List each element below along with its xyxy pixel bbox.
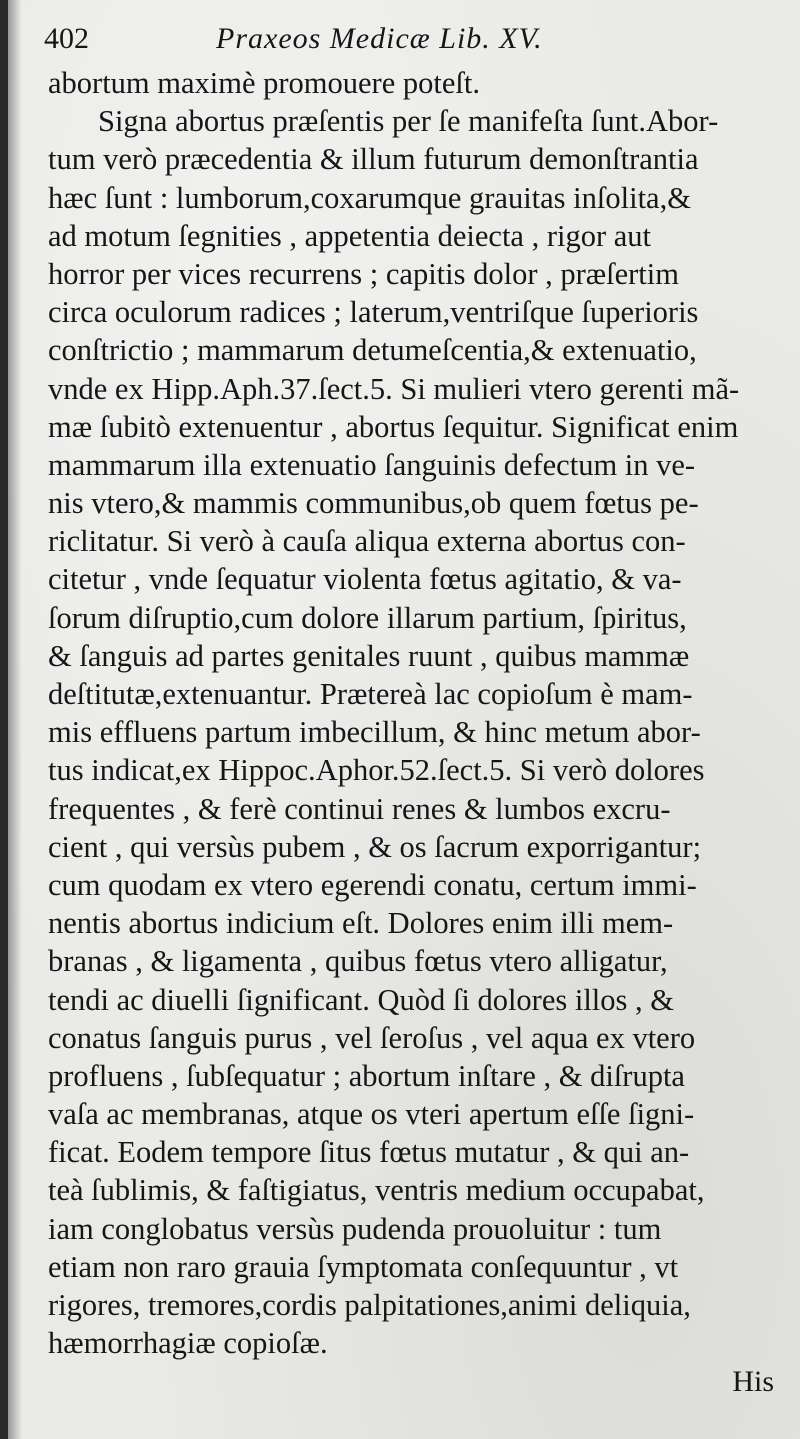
- text-line: citetur , vnde ſequatur violenta fœtus agitatio, & va-: [48, 562, 682, 597]
- catchword: His: [732, 1365, 774, 1398]
- text-line: circa oculorum radices ; laterum,ventriſque ſuperioris: [48, 295, 699, 330]
- body-text: [48, 64, 788, 1362]
- running-title: Praxeos Medicæ Lib. XV.: [216, 22, 543, 55]
- text-line: ſorum diſruptio,cum dolore illarum partium, ſpiritus,: [48, 600, 687, 635]
- text-line: conſtrictio ; mammarum detumeſcentia,& extenuatio,: [48, 333, 697, 368]
- text-line: teà ſublimis, & faſtigiatus, ventris medium occupabat,: [48, 1173, 705, 1208]
- text-line: mæ ſubitò extenuentur , abortus ſequitur. Significat enim: [48, 409, 739, 444]
- text-line: tendi ac diuelli ſignificant. Quòd ſi dolores illos , &: [48, 982, 674, 1017]
- text-line: Signa abortus præſentis per ſe manifeſta ſunt.Abor-: [98, 104, 719, 139]
- book-page: [8, 0, 800, 1439]
- text-line: & ſanguis ad partes genitales ruunt , quibus mammæ: [48, 638, 690, 673]
- text-line: riclitatur. Si verò à cauſa aliqua externa abortus con-: [48, 524, 686, 559]
- text-line: mis effluens partum imbecillum, & hinc metum abor-: [48, 715, 701, 750]
- text-line: ad motum ſegnities , appetentia deiecta , rigor aut: [48, 218, 652, 253]
- text-line: horror per vices recurrens ; capitis dolor , præſertim: [48, 256, 679, 291]
- text-line: etiam non raro grauia ſymptomata conſequuntur , vt: [48, 1249, 679, 1284]
- text-line: hæc ſunt : lumborum,coxarumque grauitas inſolita,&: [48, 180, 691, 215]
- text-line: cient , qui versùs pubem , & os ſacrum exporrigantur;: [48, 829, 702, 864]
- text-line: conatus ſanguis purus , vel ſeroſus , vel aqua ex vtero: [48, 1020, 696, 1055]
- text-line: nis vtero,& mammis communibus,ob quem fœtus pe-: [48, 486, 699, 521]
- text-line: profluens , ſubſequatur ; abortum inſtare , & diſrupta: [48, 1058, 685, 1093]
- text-line: ficat. Eodem tempore ſitus fœtus mutatur , & qui an-: [48, 1135, 690, 1170]
- text-line: cum quodam ex vtero egerendi conatu, certum immi-: [48, 867, 697, 902]
- text-line: vnde ex Hipp.Aph.37.ſect.5. Si mulieri vtero gerenti mã-: [48, 371, 740, 406]
- text-line: hæmorrhagiæ copioſæ.: [48, 1326, 328, 1361]
- text-line: deſtitutæ,extenuantur. Prætereà lac copioſum è mam-: [48, 677, 693, 711]
- text-line: frequentes , & ferè continui renes & lumbos excru-: [48, 791, 671, 826]
- page-number: 402: [44, 22, 89, 55]
- text-line: mammarum illa extenuatio ſanguinis defectum in ve-: [48, 447, 696, 482]
- running-head: [44, 16, 784, 62]
- text-line: rigores, tremores,cordis palpitationes,animi deliquia,: [48, 1288, 691, 1322]
- text-line: vaſa ac membranas, atque os vteri apertum eſſe ſigni-: [48, 1097, 695, 1132]
- text-line: nentis abortus indicium eſt. Dolores enim illi mem-: [48, 906, 674, 941]
- gutter-shadow: [8, 0, 22, 1439]
- text-line: branas , & ligamenta , quibus fœtus vtero alligatur,: [48, 944, 668, 979]
- text-line: abortum maximè promouere poteſt.: [48, 66, 480, 100]
- text-line: iam conglobatus versùs pudenda prouoluitur : tum: [48, 1211, 662, 1246]
- text-line: tus indicat,ex Hippoc.Aphor.52.ſect.5. Si verò dolores: [48, 753, 705, 788]
- text-line: tum verò præcedentia & illum futurum demonſtrantia: [48, 142, 699, 177]
